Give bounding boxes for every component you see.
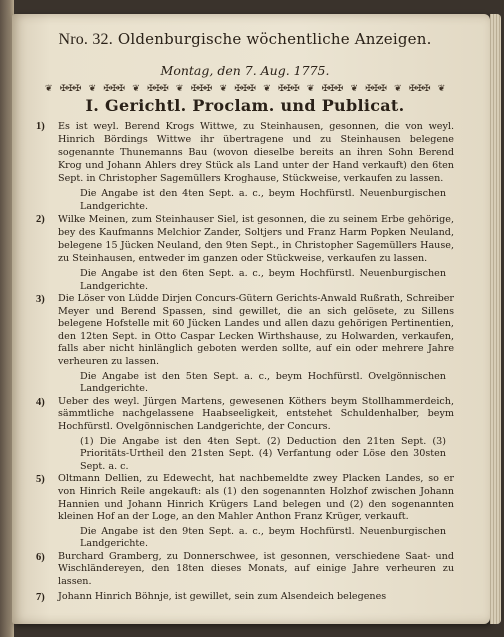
entry-number: 1) — [36, 121, 45, 132]
entry-number: 7) — [36, 591, 45, 603]
announcement-6 — [36, 551, 454, 589]
entry-note: Die Angabe ist den 9ten Sept. a. c., beym Hochfürstl. Neuenburgischen Landgerichte. — [80, 525, 446, 550]
entry-text: Johann Hinrich Böhnje, ist gewillet, sein zum Alsendeich belegenes — [58, 590, 387, 602]
announcement-1 — [36, 120, 454, 185]
entry-text: Wilke Meinen, zum Steinhauser Siel, ist gesonnen, die zu seinem Erbe gehörige, bey des Kaufmanns Melchior Zander, Soltjers und Franz Harm Popken Neuland, belegene 15 Jücken Neuland, den 9ten Sept., in Christopher Sagemüllers Hause, zu Steinhausen, entweder im ganzen oder Stückweise, verkaufen zu lassen. — [58, 214, 454, 264]
entry-text: Ueber des weyl. Jürgen Martens, gewesenen Köthers beym Stollhammerdeich, sämmtliche nachgelassene Haabseeligkeit, entstehet Schuldenhalber, beym Hochfürstl. Ovelgönnischen Landgerichte, der Concurs. — [58, 395, 454, 432]
section-title: I. Gerichtl. Proclam. und Publicat. — [85, 96, 405, 115]
entry-text: Es ist weyl. Berend Krogs Wittwe, zu Steinhausen, gesonnen, die von weyl. Hinrich Bördings Wittwe ihr übertragene und zu Steinhausen belegene sogenannte Thunemanns Bau (wovon dieselbe bereits an ihren Sohn Berend Krog und Johann Ahlers drey Stück als Land unter der Hand verkauft) den 6ten Sept. in Christopher Sagemüllers Kroghause, Stückweise, verkaufen zu lassen. — [58, 121, 454, 184]
issue-date: Montag, den 7. Aug. 1775. — [160, 63, 330, 78]
entry-note: (1) Die Angabe ist den 4ten Sept. (2) Deduction den 21ten Sept. (3) Prioritäts-Urtheil den 21sten Sept. (4) Verfantung oder Löse den 30sten Sept. a. c. — [80, 435, 446, 472]
announcement-7 — [36, 591, 454, 604]
issue-number: Nro. 32. — [58, 31, 113, 48]
publication-title: Oldenburgische wöchentliche Anzeigen. — [117, 30, 432, 48]
announcement-list — [36, 120, 454, 604]
page-edges — [490, 14, 501, 624]
masthead — [36, 30, 454, 49]
entry-number: 4) — [36, 396, 45, 408]
entry-number: 6) — [36, 551, 45, 563]
entry-note: Die Angabe ist den 6ten Sept. a. c., beym Hochfürstl. Neuenburgischen Landgerichte. — [80, 268, 446, 292]
entry-text: Burchard Gramberg, zu Donnerschwee, ist gesonnen, verschiedene Saat- und Wischländereyen, den 18ten dieses Monats, auf einige Jahre verheuren zu lassen. — [58, 550, 454, 588]
entry-text: Oltmann Dellien, zu Edewecht, hat nachbemeldte zwey Placken Landes, so er von Hinrich Reile angekauft: als (1) den sogenannten Holzhof zwischen Johann Hannien und Johann Hinrich Krügers Land belegen und (2) den sogenannten kleinen Hof an der Loge, an den Mahler Anthon Franz Krüger, verkauft. — [58, 473, 454, 523]
entry-number: 3) — [36, 294, 45, 305]
entry-note: Die Angabe ist den 5ten Sept. a. c., beym Hochfürstl. Ovelgönnischen Landgerichte. — [80, 370, 446, 395]
announcement-5 — [36, 473, 454, 523]
entry-note: Die Angabe ist den 4ten Sept. a. c., beym Hochfürstl. Neuenburgischen Landgerichte. — [80, 188, 446, 212]
announcement-3 — [36, 293, 454, 369]
entry-text: Die Löser von Lüdde Dirjen Concurs-Gütern Gerichts-Anwald Rußrath, Schreiber Meyer und Berend Spassen, sind gewillet, die an sich gelösete, zu Sillens belegene Hofstelle mit 60 Jücken Landes und allen dazu gehörigen Pertinentien, den 12ten Sept. in Otto Caspar Lecken Wirthshause, zu Holwarden, verkaufen, falls aber nicht hinlänglich geboten werden sollte, auf ein oder mehrere Jahre verheuren zu lassen. — [58, 293, 454, 367]
page-content — [36, 30, 454, 606]
ornamental-rule: ❦ ✠✠✠ ❦ ✠✠✠ ❦ ✠✠✠ ❦ ✠✠✠ ❦ ✠✠✠ ❦ ✠✠✠ ❦ ✠✠✠ ❦ ✠✠✠ ❦ ✠✠✠ ❦ — [45, 83, 445, 94]
entry-number: 2) — [36, 214, 45, 225]
entry-number: 5) — [36, 474, 45, 486]
announcement-2 — [36, 213, 454, 265]
announcement-4 — [36, 396, 454, 434]
